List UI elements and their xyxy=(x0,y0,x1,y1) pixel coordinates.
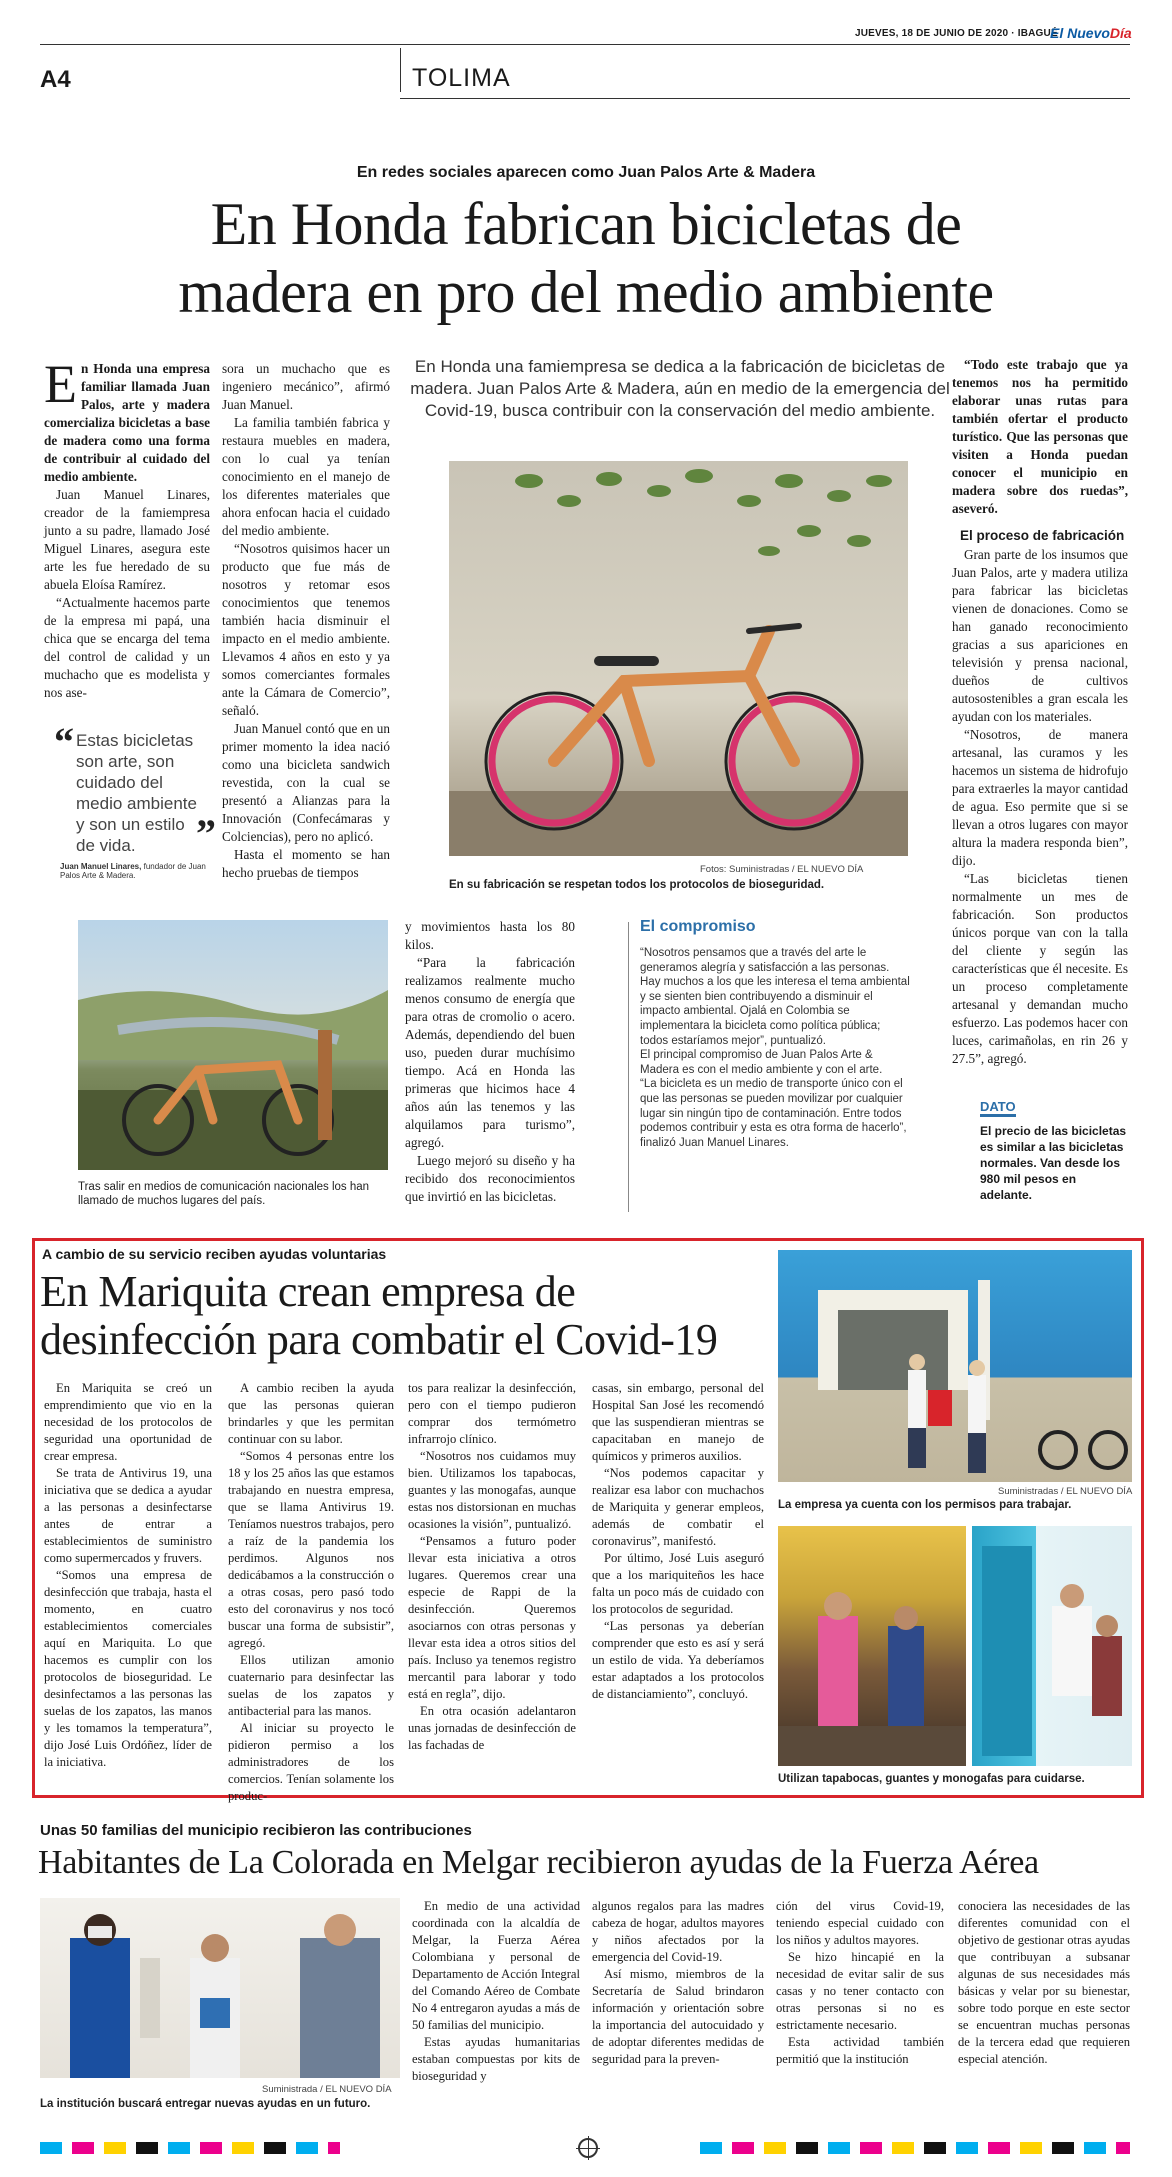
story3-col3 xyxy=(776,1898,944,2068)
story2-headline xyxy=(40,1268,780,1364)
story2-photo1-caption: La empresa ya cuenta con los permisos para trabajar. xyxy=(778,1499,1072,1511)
story2-col3 xyxy=(408,1380,576,1754)
story2-col1-p3: “Somos una empresa de desinfección que trabaja, hasta el momento, en cuatro establecimientos comerciales aquí en Mariquita. Lo que hacemos es cumplir con los protocolos de bioseguridad. Le desinfectamos a las personas las suelas de los zapatos, las manos y les tomamos la temperatura”, dijo José Luis Ordóñez, líder de la iniciativa. xyxy=(44,1568,212,1769)
story3-col2-p2: Así mismo, miembros de la Secretaría de Salud brindaron información y orientación sobre la importancia del autocuidado y de adoptar diferentes medidas de seguridad para la preven- xyxy=(592,1967,764,2066)
door-disinfection-photo xyxy=(972,1526,1132,1766)
story3-col4-p1: conociera las necesidades de las diferentes comunidad con el objetivo de gestionar otras ayudas que contribuyan a subsanar algunas de sus necesidades más básicas y velar por su bienestar, sobre todo porque en este sector se encuentran muchas personas de la tercera edad que requieren especial atención. xyxy=(958,1899,1130,2066)
close-quote-icon: ” xyxy=(196,811,216,856)
story1-col3-p1: y movimientos hasta los 80 kilos. xyxy=(405,919,575,952)
story1-col1-p2: Juan Manuel Linares, creador de la famiempresa junto a su padre, llamado José Miguel Linares, asegura este arte les fue heredado de su abuela Eloísa Ramírez. xyxy=(44,487,210,592)
main-photo-credit: Fotos: Suministradas / EL NUEVO DÍA xyxy=(700,864,864,875)
story2-col2-p2: “Somos 4 personas entre los 18 y los 25 años las que estamos trabajando en nuestra empresa, que se llama Antivirus 19. Teníamos nuestros trabajos, pero a raíz de la pandemia los perdimos. Algunos nos dedicábamos a la construcción o a otras cosas, pero pasó todo esto del coronavirus y nos tocó buscar una forma de subsistir”, agregó. xyxy=(228,1449,394,1650)
story1-right-p1: “Todo este trabajo que ya tenemos nos ha permitido elaborar unas rutas para también ofertar el producto turístico. Que las personas que visiten a Honda puedan conocer el municipio en madera sobre dos ruedas”, aseveró. xyxy=(952,357,1128,516)
story2-col2-p1: A cambio reciben la ayuda que las personas quieran brindarles y que les permitan continuar con su labor. xyxy=(228,1381,394,1446)
dato-box xyxy=(980,1098,1130,1203)
story1-headline-line1: En Honda fabrican bicicletas de xyxy=(210,191,962,257)
story2-col2-p3: Ellos utilizan amonio cuaternario para desinfectar las suelas de los zapatos y antibacterial para las manos. xyxy=(228,1653,394,1718)
story3-col4 xyxy=(958,1898,1130,2068)
pull-quote-text: Estas bicicletas son arte, son cuidado del medio ambiente y son un estilo de vida. xyxy=(76,731,197,855)
story1-col3-p2: “Para la fabricación realizamos realmente mucho menos consumo de energía que para otras de cromolio o acero. Además, dependiendo del buen uso, pueden durar muchísimo tiempo. Acá en Honda las primeras que hicimos hace 4 años aún las tenemos y las alquilamos para turismo”, agregó. xyxy=(405,955,575,1150)
story3-col1-p2: Estas ayudas humanitarias estaban compuestas por kits de bioseguridad y xyxy=(412,2035,580,2083)
quote-role: fundador de Juan Palos Arte & Madera. xyxy=(60,862,206,880)
story1-lead: En Honda una famiempresa se dedica a la fabricación de bicicletas de madera. Juan Palos Arte & Madera, aún en medio de la emergencia del Covid-19, busca contribuir con la conservación del medio ambiente. xyxy=(410,357,950,420)
dato-label: DATO xyxy=(980,1099,1016,1117)
story3-col2-p1: algunos regalos para las madres cabeza de hogar, adultos mayores y niños afectados por la emergencia del Covid-19. xyxy=(592,1899,764,1964)
bicycle-photo xyxy=(449,461,908,856)
story3-col3-p3: Esta actividad también permitió que la institución xyxy=(776,2035,944,2066)
market-photo xyxy=(778,1526,966,1766)
dato-text: El precio de las bicicletas es similar a las bicicletas normales. Van desde los 980 mil pesos en adelante. xyxy=(980,1124,1127,1202)
header-date: JUEVES, 18 DE JUNIO DE 2020 · IBAGUÉ xyxy=(855,28,1058,39)
story2-col4-p1: casas, sin embargo, personal del Hospital San José les recomendó que las suspendieran mientras se capacitaban en manejo de químicos y primeros auxilios. xyxy=(592,1381,764,1463)
story2-col2 xyxy=(228,1380,394,1805)
drop-cap: E xyxy=(44,354,77,414)
story2-col1-p1: En Mariquita se creó un emprendimiento que vio en la necesidad de los protocolos de seguridad una oportunidad de crear empresa. xyxy=(44,1381,212,1463)
story1-headline xyxy=(0,190,1172,326)
print-color-bar-right xyxy=(700,2142,1130,2154)
story1-right-p2: Gran parte de los insumos que Juan Palos, arte y madera utiliza para fabricar las bicicletas vienen de donaciones. Como se han ganado reconocimiento gracias a sus apariciones en televisión y prensa nacional, dueños de cultivos autosostenibles a gran escala les ayudan con los materiales. xyxy=(952,547,1128,724)
story1-col2-p5: Hasta el momento se han hecho pruebas de tiempos xyxy=(222,847,390,880)
story2-col4-p2: “Nos podemos capacitar y realizar esa labor con muchachos de Mariquita y generar empleos, además de combatir el coronavirus”, manifestó. xyxy=(592,1466,764,1548)
story2-col1-p2: Se trata de Antivirus 19, una iniciativa que se dedica a ayudar a las personas a desinfectarse antes de entrar a establecimientos de suministro como supermercados y fruvers. xyxy=(44,1466,212,1565)
story2-kicker: A cambio de su servicio reciben ayudas voluntarias xyxy=(42,1246,387,1262)
compromiso-sidebar xyxy=(640,918,910,1150)
brand-name: El Nuevo xyxy=(1050,25,1110,41)
pull-quote xyxy=(54,719,216,880)
main-photo-caption: En su fabricación se respetan todos los protocolos de bioseguridad. xyxy=(449,879,825,891)
story1-col3 xyxy=(405,918,575,1206)
page-number: A4 xyxy=(40,66,71,93)
story2-col4 xyxy=(592,1380,764,1703)
story1-col3-p3: Luego mejoró su diseño y ha recibido dos reconocimientos que invirtió en las bicicletas. xyxy=(405,1153,575,1204)
sidebar-p2: El principal compromiso de Juan Palos Arte & Madera es con el medio ambiente y con el arte. xyxy=(640,1049,883,1076)
quote-author: Juan Manuel Linares, xyxy=(60,862,142,871)
second-photo-caption: Tras salir en medios de comunicación nacionales los han llamado de muchos lugares del país. xyxy=(78,1181,370,1207)
disinfection-team-photo xyxy=(778,1250,1132,1482)
story1-col-right xyxy=(952,356,1128,518)
story1-col2-p4: Juan Manuel contó que en un primer momento la idea nació como una bicicleta sandwich revestida, con la cual se presentó a Alianzas para la Innovación (Confecámaras y Colciencias), pero no aplicó. xyxy=(222,721,390,844)
header-brand xyxy=(1050,25,1132,41)
story2-col3-p4: En otra ocasión adelantaron unas jornadas de desinfección de las fachadas de xyxy=(408,1704,576,1752)
story1-col1-p1: n Honda una empresa familiar llamada Juan Palos, arte y madera comercializa bicicletas a base de madera como una forma de contribuir al cuidado del medio ambiente. xyxy=(44,361,210,484)
section-name: TOLIMA xyxy=(412,64,511,92)
story2-col3-p1: tos para realizar la desinfección, pero con el tiempo pudieron comprar dos termómetro infrarrojo clínico. xyxy=(408,1381,576,1446)
story3-col3-p1: ción del virus Covid-19, teniendo especial cuidado con los niños y adultos mayores. xyxy=(776,1899,944,1947)
story3-kicker: Unas 50 familias del municipio recibieron las contribuciones xyxy=(40,1822,472,1839)
brand-accent: Día xyxy=(1109,25,1132,41)
story2-col3-p2: “Nosotros nos cuidamos muy bien. Utilizamos los tapabocas, guantes y las monogafas, aunque estas nos distorsionan en muchas ocasiones la visión”, puntualizó. xyxy=(408,1449,576,1531)
story1-col-right2 xyxy=(952,546,1128,1068)
story1-kicker: En redes sociales aparecen como Juan Palos Arte & Madera xyxy=(356,164,816,181)
story3-photo-caption: La institución buscará entregar nuevas ayudas en un futuro. xyxy=(40,2098,371,2110)
story2-col2-p4: Al iniciar su proyecto le pidieron permiso a los administradores de los comercios. Tenían solamente los produc- xyxy=(228,1721,394,1803)
story1-right-p4: “Las bicicletas tienen normalmente un mes de fabricación. Son productos únicos porque van con la talla del cliente y según las características que él necesite. Es un proceso completamente artesanal y demandan mucho esfuerzo. Las podemos hacer con luces, carimañolas, en rin 26 y 27.5”, agregó. xyxy=(952,871,1128,1066)
story3-col3-p2: Se hizo hincapié en la necesidad de evitar salir de sus casas y no tener contacto con otras personas si no es estrictamente necesario. xyxy=(776,1950,944,2032)
process-subhead: El proceso de fabricación xyxy=(960,528,1125,543)
air-force-aid-photo xyxy=(40,1898,400,2078)
story2-headline-line2: desinfección para combatir el Covid-19 xyxy=(40,1315,718,1364)
story1-col1 xyxy=(44,354,210,702)
sidebar-p3: “La bicicleta es un medio de transporte único con el que las personas se pueden movilizar por cualquier lugar sin ningún tipo de contaminación. Entre todos podemos contribuir y esta es otra forma de hacerlo”, finalizó Juan Manuel Linares. xyxy=(640,1078,907,1149)
story3-col1-p1: En medio de una actividad coordinada con la alcaldía de Melgar, la Fuerza Aérea Colombiana y personal de Departamento de Acción Integral del Comando Aéreo de Combate No 4 entregaron ayudas a más de 50 familias del municipio. xyxy=(412,1899,580,2032)
story3-photo-credit: Suministrada / EL NUEVO DÍA xyxy=(262,2084,392,2095)
story1-headline-line2: madera en pro del medio ambiente xyxy=(178,259,994,325)
story2-col4-p3: Por último, José Luis aseguró que a los mariquiteños les hace falta un poco más de cuidado con los protocolos de seguridad. xyxy=(592,1551,764,1616)
story1-col1-p3: “Actualmente hacemos parte de la empresa mi papá, una chica que se encarga del tema del control de calidad y un muchacho que es modelista y nos ase- xyxy=(44,595,210,700)
story1-col2-p3: “Nosotros quisimos hacer un producto que fue más de nosotros y retomar esos conocimientos que tenemos también hacia disminuir el impacto en el medio ambiente. Llevamos 4 años en esto y ya somos comerciantes formales ante la Cámara de Comercio”, señaló. xyxy=(222,541,390,718)
story1-col2 xyxy=(222,360,390,882)
hill-bicycle-photo xyxy=(78,920,388,1170)
open-quote-icon: “ xyxy=(54,719,74,764)
story2-col4-p4: “Las personas ya deberían comprender que esto es así y será un estilo de vida. Ya deberíamos estar adaptados a los protocolos de distanciamiento”, concluyó. xyxy=(592,1619,764,1701)
story2-headline-line1: En Mariquita crean empresa de xyxy=(40,1267,576,1316)
sidebar-p1: “Nosotros pensamos que a través del arte le generamos alegría y satisfacción a las personas. Hay muchos a los que les interesa el tema ambiental y se sienten bien contribuyendo a disminuir el impacto ambiental. Ojalá en Colombia se implementara la bicicleta como política pública; todos estaríamos mejor”, puntualizó. xyxy=(640,947,910,1047)
sidebar-title: El compromiso xyxy=(640,918,756,935)
story2-photo1-credit: Suministradas / EL NUEVO DÍA xyxy=(998,1486,1133,1497)
story2-col3-p3: “Pensamos a futuro poder llevar esta iniciativa a otros lugares. Queremos crear una especie de Rappi de la desinfección. Queremos asociarnos con otras personas y llevar esta idea a otros sitios del país. Incluso ya tenemos registro mercantil para laborar y todo está en regla”, dijo. xyxy=(408,1534,576,1701)
story1-right-p3: “Nosotros, de manera artesanal, las curamos y les hacemos un sistema de hidrofujo para extraerles la mayor cantidad de agua. Eso permite que si se llevan a otros lugares con mayor altura la madera responda bien”, dijo. xyxy=(952,727,1128,868)
story1-col2-p2: La familia también fabrica y restaura muebles en madera, con lo cual ya tenían conocimiento en el manejo de los diferentes materiales que ahora enfocan hacia el cuidado del medio ambiente. xyxy=(222,415,390,538)
story2-photo2-caption: Utilizan tapabocas, guantes y monogafas para cuidarse. xyxy=(778,1773,1085,1785)
registration-mark-icon xyxy=(578,2138,598,2158)
story3-headline: Habitantes de La Colorada en Melgar recibieron ayudas de la Fuerza Aérea xyxy=(38,1844,1039,1881)
story1-col2-p1: sora un muchacho que es ingeniero mecánico”, afirmó Juan Manuel. xyxy=(222,361,390,412)
story3-col1 xyxy=(412,1898,580,2085)
print-color-bar-left xyxy=(40,2142,340,2154)
story3-col2 xyxy=(592,1898,764,2068)
story2-col1 xyxy=(44,1380,212,1771)
